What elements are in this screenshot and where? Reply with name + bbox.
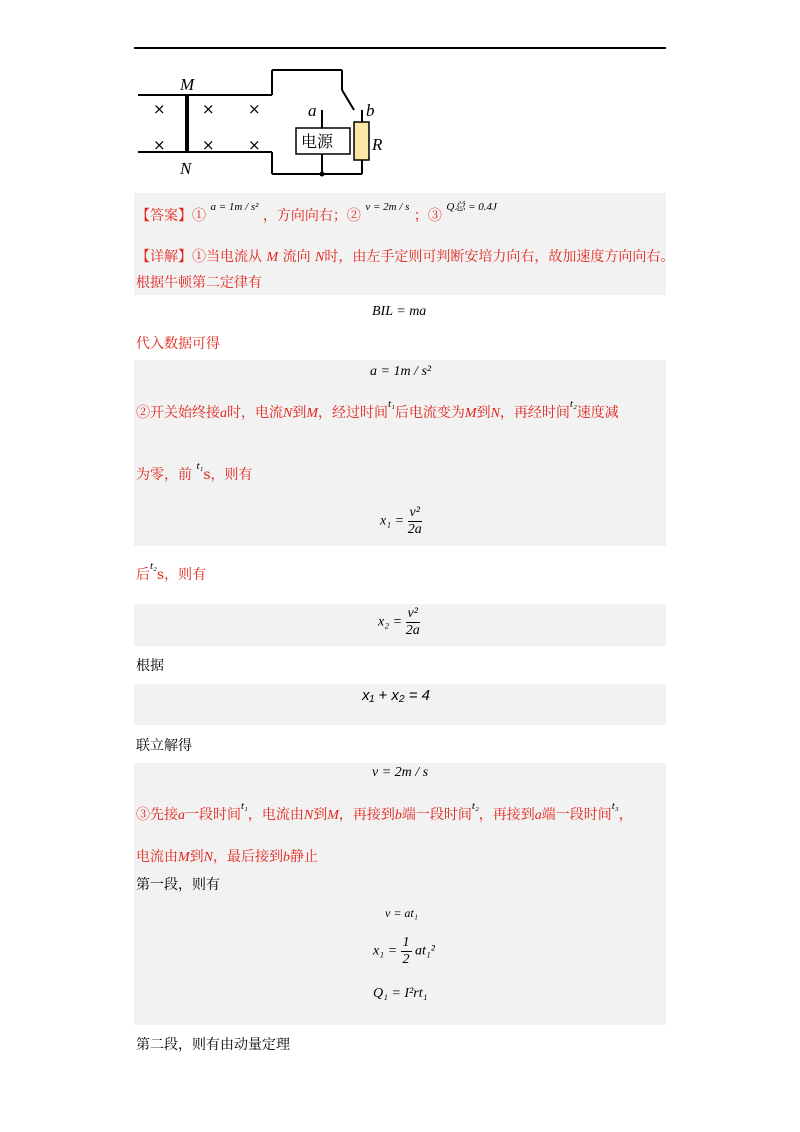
after-label: 后$^{t_2}$s，则有 (136, 560, 207, 583)
circuit-diagram (130, 60, 390, 185)
equation-bil: BIL = ma (372, 304, 427, 319)
label-b: b (366, 101, 375, 120)
part3-line-1: ③先接a一段时间$^{t_1}$，电流由N到M，再接到b端一段时间$^{t_2}$，再接到a端一段时间$^{t_3}$， (136, 800, 633, 823)
answer-line: 【答案】① $^{a = 1m / s^2}$ ，方向向右；② $^{v = 2m / s}$ ；③ $^{Q总 = 0.4J}$ (136, 201, 497, 224)
part2-line-1: ②开关始终接a时，电流N到M，经过时间$^{t_1}$后电流变为M到N，再经时间$^{t_2}$速度减 (136, 398, 619, 421)
label-R: R (372, 135, 383, 154)
substitute-label: 代入数据可得 (136, 336, 220, 352)
equation-v-at: v = at₁ (385, 906, 418, 920)
part3-line-2: 电流由M到N，最后接到b静止 (136, 849, 319, 865)
field-cross: × (153, 100, 166, 118)
detail-line-1: 【详解】①当电流从 M 流向 N时，由左手定则可判断安培力向右，故加速度方向向右。 (136, 249, 675, 265)
equation-x1: x₁ = $\frac{\text{v²}}{2a}$ (380, 505, 422, 537)
field-cross: × (248, 136, 261, 154)
field-cross: × (248, 100, 261, 118)
equation-x2: x₂ = $\frac{\text{v²}}{2a}$ (378, 606, 420, 638)
answer-a: a = 1m / s² (210, 201, 259, 213)
resistor (354, 122, 369, 160)
part2-line-2: 为零，前 $^{t_1}$s，则有 (136, 460, 253, 483)
field-cross: × (153, 136, 166, 154)
stage2-label: 第二段，则有由动量定理 (136, 1037, 290, 1053)
power-source-label: 电源 (301, 132, 334, 151)
field-cross: × (202, 100, 215, 118)
equation-a: a = 1m / s² (370, 364, 432, 379)
top-rule (134, 47, 666, 49)
according-label: 根据 (136, 658, 164, 674)
equation-sum: x₁ + x₂ = 4 (362, 687, 430, 704)
equation-v: v = 2m / s (372, 765, 429, 780)
label-N: N (180, 159, 192, 178)
label-a: a (308, 101, 317, 120)
solve-label: 联立解得 (136, 738, 192, 754)
stage1-label: 第一段，则有 (136, 877, 220, 893)
answer-v: v = 2m / s (365, 201, 410, 213)
label-M: M (180, 75, 195, 94)
equation-x1-half: x₁ = $\frac{1}{2}$ at₁² (373, 935, 435, 967)
answer-q: Q总 = 0.4J (446, 201, 497, 213)
equation-q1: Q₁ = I²rt₁ (373, 986, 428, 1001)
field-cross: × (202, 136, 215, 154)
detail-line-2: 根据牛顿第二定律有 (136, 275, 262, 291)
